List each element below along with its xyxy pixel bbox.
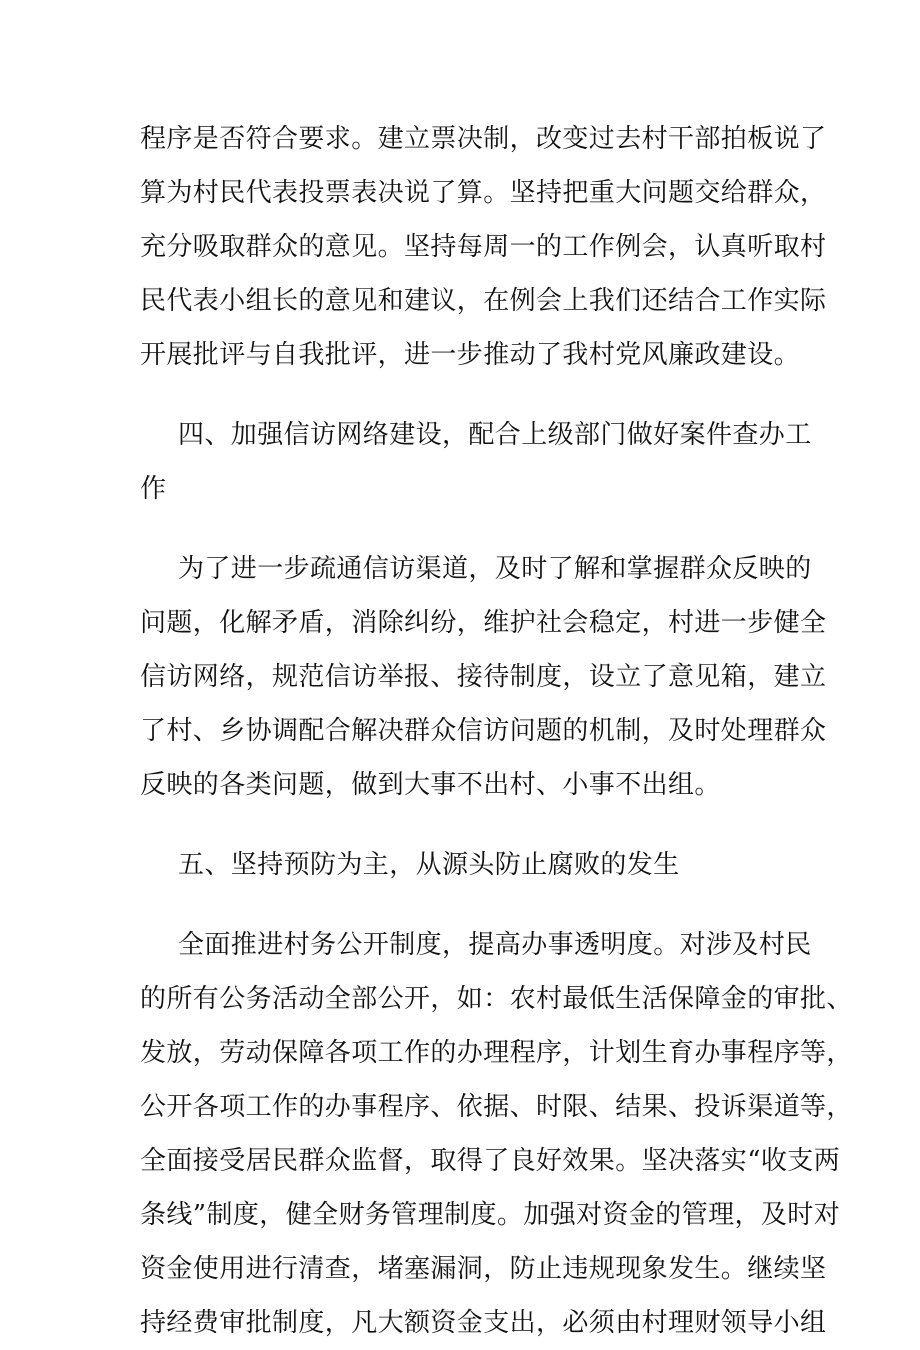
text-line: 的所有公务活动全部公开，如：农村最低生活保障金的审批、 <box>140 984 853 1014</box>
text-line: 条线”制度，健全财务管理制度。加强对资金的管理，及时对 <box>140 1200 841 1230</box>
text-line: 资金使用进行清查，堵塞漏洞，防止违规现象发生。继续坚 <box>140 1254 827 1284</box>
text-line: 信访网络，规范信访举报、接待制度，设立了意见箱，建立 <box>140 662 827 692</box>
paragraph-1 <box>140 112 827 382</box>
text-line: 民代表小组长的意见和建议，在例会上我们还结合工作实际 <box>140 286 827 316</box>
text-line: 公开各项工作的办事程序、依据、时限、结果、投诉渠道等， <box>140 1092 853 1122</box>
text-line: 全面推进村务公开制度，提高办事透明度。对涉及村民 <box>178 930 812 960</box>
text-line: 持经费审批制度，凡大额资金支出，必须由村理财领导小组 <box>140 1308 827 1338</box>
paragraph-5 <box>140 918 853 1350</box>
heading-line: 作 <box>140 474 167 504</box>
text-line: 算为村民代表投票表决说了算。坚持把重大问题交给群众， <box>140 178 827 208</box>
heading-line: 四、加强信访网络建设，配合上级部门做好案件查办工 <box>178 420 812 450</box>
paragraph-gap <box>140 382 790 408</box>
text-line: 程序是否符合要求。建立票决制，改变过去村干部拍板说了 <box>140 124 827 154</box>
heading-line: 五、坚持预防为主，从源头防止腐败的发生 <box>178 850 680 880</box>
text-line: 充分吸取群众的意见。坚持每周一的工作例会，认真听取村 <box>140 232 827 262</box>
text-line: 全面接受居民群众监督，取得了良好效果。坚决落实“收支两 <box>140 1146 841 1176</box>
text-line: 发放，劳动保障各项工作的办理程序，计划生育办事程序等， <box>140 1038 853 1068</box>
paragraph-gap <box>140 812 790 838</box>
text-line: 问题，化解矛盾，消除纠纷，维护社会稳定，村进一步健全 <box>140 608 827 638</box>
text-line: 为了进一步疏通信访渠道，及时了解和掌握群众反映的 <box>178 554 812 584</box>
text-line: 反映的各类问题，做到大事不出村、小事不出组。 <box>140 770 721 800</box>
paragraph-gap <box>140 892 790 918</box>
paragraph-gap <box>140 516 790 542</box>
text-line: 了村、乡协调配合解决群众信访问题的机制，及时处理群众 <box>140 716 827 746</box>
paragraph-3 <box>140 542 827 812</box>
section-heading-4 <box>140 408 812 516</box>
text-line: 开展批评与自我批评，进一步推动了我村党风廉政建设。 <box>140 340 801 370</box>
document-body <box>140 112 853 1350</box>
section-heading-5 <box>140 838 790 892</box>
